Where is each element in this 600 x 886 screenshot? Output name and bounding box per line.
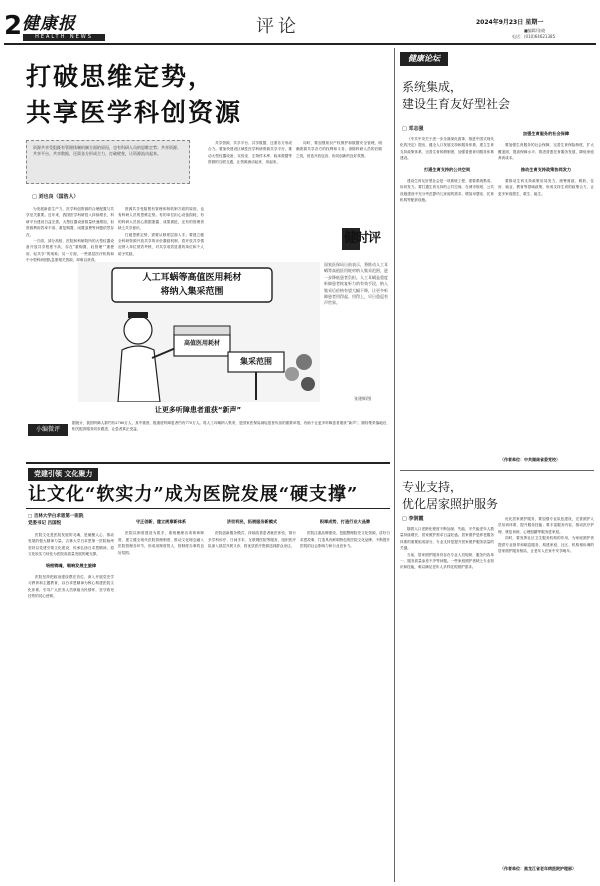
article2-title-line2: 优化居家照护服务: [402, 497, 499, 511]
lead-summary-box: [26, 140, 190, 184]
lead-byline: □ 刘也良（国浩人）: [32, 194, 79, 200]
article1-paragraph: 要加强生育服务的社会保障，完善生育保险制度，扩大覆盖面，提高保障水平；推进普惠托育服务发展，降低家庭养育成本。: [498, 143, 594, 161]
lead-paragraph: 资源共享受阻既有管理体制机制方面的原因，也有科研人员的思维定势。有的单位担心设备损耗，有的科研人员担心数据泄露、成果被抢，还有的管理者缺乏共享意识。: [118, 207, 204, 231]
party-paragraph: 医院以制度建设为抓手，系统梳理各项规章制度，建立健全现代医院管理制度，推动文化理念融入医院管理各环节，形成用制度管人、按制度办事的良好氛围。: [118, 531, 204, 555]
lead-body-col3: [208, 140, 292, 240]
party-subheading: 积厚成势，打造行业大品牌: [319, 519, 371, 524]
party-title: 让文化“软实力”成为医院发展“硬支撑”: [28, 484, 359, 505]
party-tag: 党建引领 文化聚力: [28, 468, 98, 481]
cartoon-frame: [78, 262, 320, 402]
article2-title-line1: 专业支持，: [402, 480, 463, 494]
party-body-col3: [208, 514, 296, 882]
article2-paragraph: 随着人口老龄化程度不断加深，失能、半失能老年人数量持续增长，居家照护需求日益旺盛。居家照护是养老服务体系的重要组成部分，专业支持是提升居家照护服务质量的关键。: [400, 527, 494, 551]
page-number: 2: [4, 11, 23, 41]
right-column-tag: 健康论坛: [400, 52, 448, 66]
party-body-col1: [28, 532, 114, 882]
article1-byline: □ 邓志强: [402, 126, 424, 132]
party-subheading: 济世利民，拓展服务新模式: [226, 519, 278, 524]
masthead-rule: [4, 43, 596, 45]
article2-col2: [498, 516, 594, 866]
article1-title-line2: 建设生育友好型社会: [402, 97, 511, 111]
phone-info: 电话：(010)64621385: [512, 34, 556, 39]
article1-col2: [498, 126, 594, 456]
cartoon-sign-label: 集采范围: [240, 357, 272, 366]
paper-name-en: HEALTH NEWS: [23, 34, 105, 41]
section-title: 评论: [256, 16, 300, 37]
lead-paragraph: 同时，要加强知识产权保护和数据安全管理，明确资源共享各方的权利和义务，消除科研人员的后顾之忧，营造开放包容、协同创新的良好氛围。: [296, 141, 382, 158]
party-body-col4: [300, 514, 390, 882]
small-comment-label: 小编微评: [28, 424, 68, 436]
lead-body-col4: [296, 140, 382, 240]
article2-paragraph: 优化居家照护服务，要加强专业队伍建设，完善照护人员培训体系，提升服务技能；要丰富服务内容，推动医疗护理、康复训练、心理慰藉等服务进家庭。: [498, 517, 594, 534]
article2-paragraph: 同时，要发挥社区卫生服务机构的作用，为家庭照护者提供专业指导和喘息服务，构建家庭、社区、机构相协调的居家照护服务格局，让老年人在家中安享晚年。: [498, 536, 594, 554]
column-divider: [394, 48, 395, 882]
article2-byline: □ 李润霞: [402, 516, 424, 522]
party-paragraph: 医院创新服务模式，持续改善患者就医体验，推行多学科诊疗、日间手术、互联网医院等服务，组织医疗队深入基层开展义诊，将优质医疗资源送到群众身边。: [208, 531, 296, 549]
small-comment-text: 据统计，我国听障人群约有2780万人，其中重度、极重度听障患者约有770万人。将人工耳蜗纳入集采，是国家医保局减轻患者负担的重要举措，有助于让更多听障患者重获“新声”。期待集采落地后，相关配套服务同步跟进，让患者真正受益。: [72, 421, 390, 432]
lead-paragraph: 一方面，部分高校、医院和科研院所的大型仪器设备开放共享程度不高，存在“重购置、轻管理”“重使用、轻共享”的现象；另一方面，一些基层医疗机构和中小型科研团队急需相关资源，却难以获得。: [26, 239, 114, 263]
right-section-rule: [400, 470, 594, 471]
article1-paragraph: 建设生育友好型社会是一项系统工程，需要系统集成、协同发力。要打通生育支持的公共空间，在城市规划、公共设施建设中充分考虑婴幼儿家庭的需求，增加母婴室、托育机构等配套设施。: [400, 179, 494, 203]
article1-paragraph: 《中共中央关于进一步全面深化改革、推进中国式现代化的决定》提出，健全人口发展支持和服务体系，建立生育支持政策体系，完善生育休假制度，加强普惠育幼服务体系建设。: [400, 137, 494, 161]
column-logo: [342, 228, 388, 256]
lead-title-line2: 共享医学科创资源: [26, 98, 243, 127]
article1-subheading: 加强生育服务的社会保障: [522, 131, 570, 136]
lead-summary: 资源共享受阻既有管理体制机制方面的原因，也有科研人员的思维定势；共享资源、共享平台、共享数据，还需各方形成合力，打破壁垒，让资源流动起来。: [33, 145, 181, 157]
paper-name: 健康报: [22, 14, 76, 34]
party-paragraph: 医院文化是医院发展的灵魂，是凝聚人心、推动发展的强大精神力量。吉林大学白求恩第一医院始终坚持以党建引领文化建设，传承弘扬白求恩精神，将文化软实力转化为医院高质量发展的硬支撑。: [28, 533, 114, 557]
lead-title-line1: 打破思维定势，: [26, 62, 216, 91]
party-paragraph: 医院注重品牌建设，挖掘整理院史文化资源，讲好白求恩故事，打造具有鲜明特色的医院文化品牌，不断提升医院的社会影响力和行业竞争力。: [300, 531, 390, 549]
cartoon-box-label: 高值医用耗材: [183, 340, 220, 347]
party-body-col2: [118, 514, 204, 882]
article1-subheading: 打通生育支持的公共空间: [423, 166, 471, 172]
party-paragraph: 医院坚持把政治建设摆在首位，深入开展党史学习教育和主题教育，以白求恩精神为核心构建医院文化体系，引导广大医务人员厚植为民情怀，坚守救死扶伤的初心使命。: [28, 575, 114, 599]
cartoon-artist: 张建辉/图: [354, 396, 372, 401]
column-logo-text: 健时评: [344, 231, 381, 246]
article1-paragraph: 要推动生育支持政策协同发力，统筹财政、税收、住房、就业、教育等领域政策，形成支持生育的政策合力，让更多家庭愿生、敢生、能生。: [498, 179, 594, 196]
issue-date: 2024年9月23日 星期一: [476, 19, 544, 26]
article2-paragraph: 当前，居家照护服务仍存在专业人员短缺、服务内容单一、服务质量参差不齐等问题。一些家庭照护者缺乏专业知识和技能，难以满足老年人多样化的照护需求。: [400, 552, 494, 570]
party-subheading: 培根铸魂，唱响发展主旋律: [45, 562, 97, 568]
lead-paragraph: 打破思维定势，需要从制度层面入手。要建立健全科研资源开放共享的评价激励机制，将开放共享情况纳入单位绩效考核，对共享成效显著的单位和个人给予奖励。: [118, 232, 204, 256]
party-title-rule: [26, 508, 390, 509]
article2-author-note: （作者单位：黑龙江省老年病医院护理部）: [500, 866, 576, 871]
article1-col1: [400, 136, 494, 456]
article2-col1: [400, 526, 494, 882]
masthead: [0, 0, 600, 42]
party-subheading: 守正创新，建立规章新体系: [135, 519, 187, 524]
article1-subheading: 推动生育支持政策协同发力: [520, 166, 572, 172]
cartoon-side-text: 国家医保局日前表示，将推动人工耳蜗等高值医用耗材纳入集采范围，进一步降低患者负担。人工耳蜗是重度听障患者恢复听力的有效手段，纳入集采后价格有望大幅下降，让更多听障患者用得起、用得上，早日重返有声世界。: [324, 262, 388, 306]
editor-info: ■编辑/张晓: [524, 28, 546, 33]
cartoon-banner-line2: 将纳入集采范围: [160, 287, 224, 297]
party-byline: □ 吉林大学白求恩第一医院 党委书记 吕国悦: [28, 514, 84, 526]
article1-title-line1: 系统集成，: [402, 80, 463, 94]
lead-paragraph: 为发展新质生产力，医学科创资源的合理配置与共享至关重要。近年来，我国医学科研投入持续增长，科研平台建设日益完善，大型仪器设备数量快速增加，但资源利用效率不高、重复购置、闲置浪费等问题依然存在。: [26, 207, 114, 237]
left-section-rule: [26, 462, 390, 464]
cartoon-caption: 让更多听障患者重获“新声”: [154, 406, 242, 414]
lead-paragraph: 共享资源、共享平台、共享数据，还需各方形成合力。要加快建设区域性医学科研资源共享平台，推动大型仪器设备、实验室、生物样本库、临床数据等资源的互联互通，让资源流动起来、用起来。: [208, 141, 292, 165]
cartoon-banner-line1: 人工耳蜗等高值医用耗材: [142, 273, 242, 283]
article1-author-note: （作者单位：中共湖南省委党校）: [500, 457, 560, 462]
